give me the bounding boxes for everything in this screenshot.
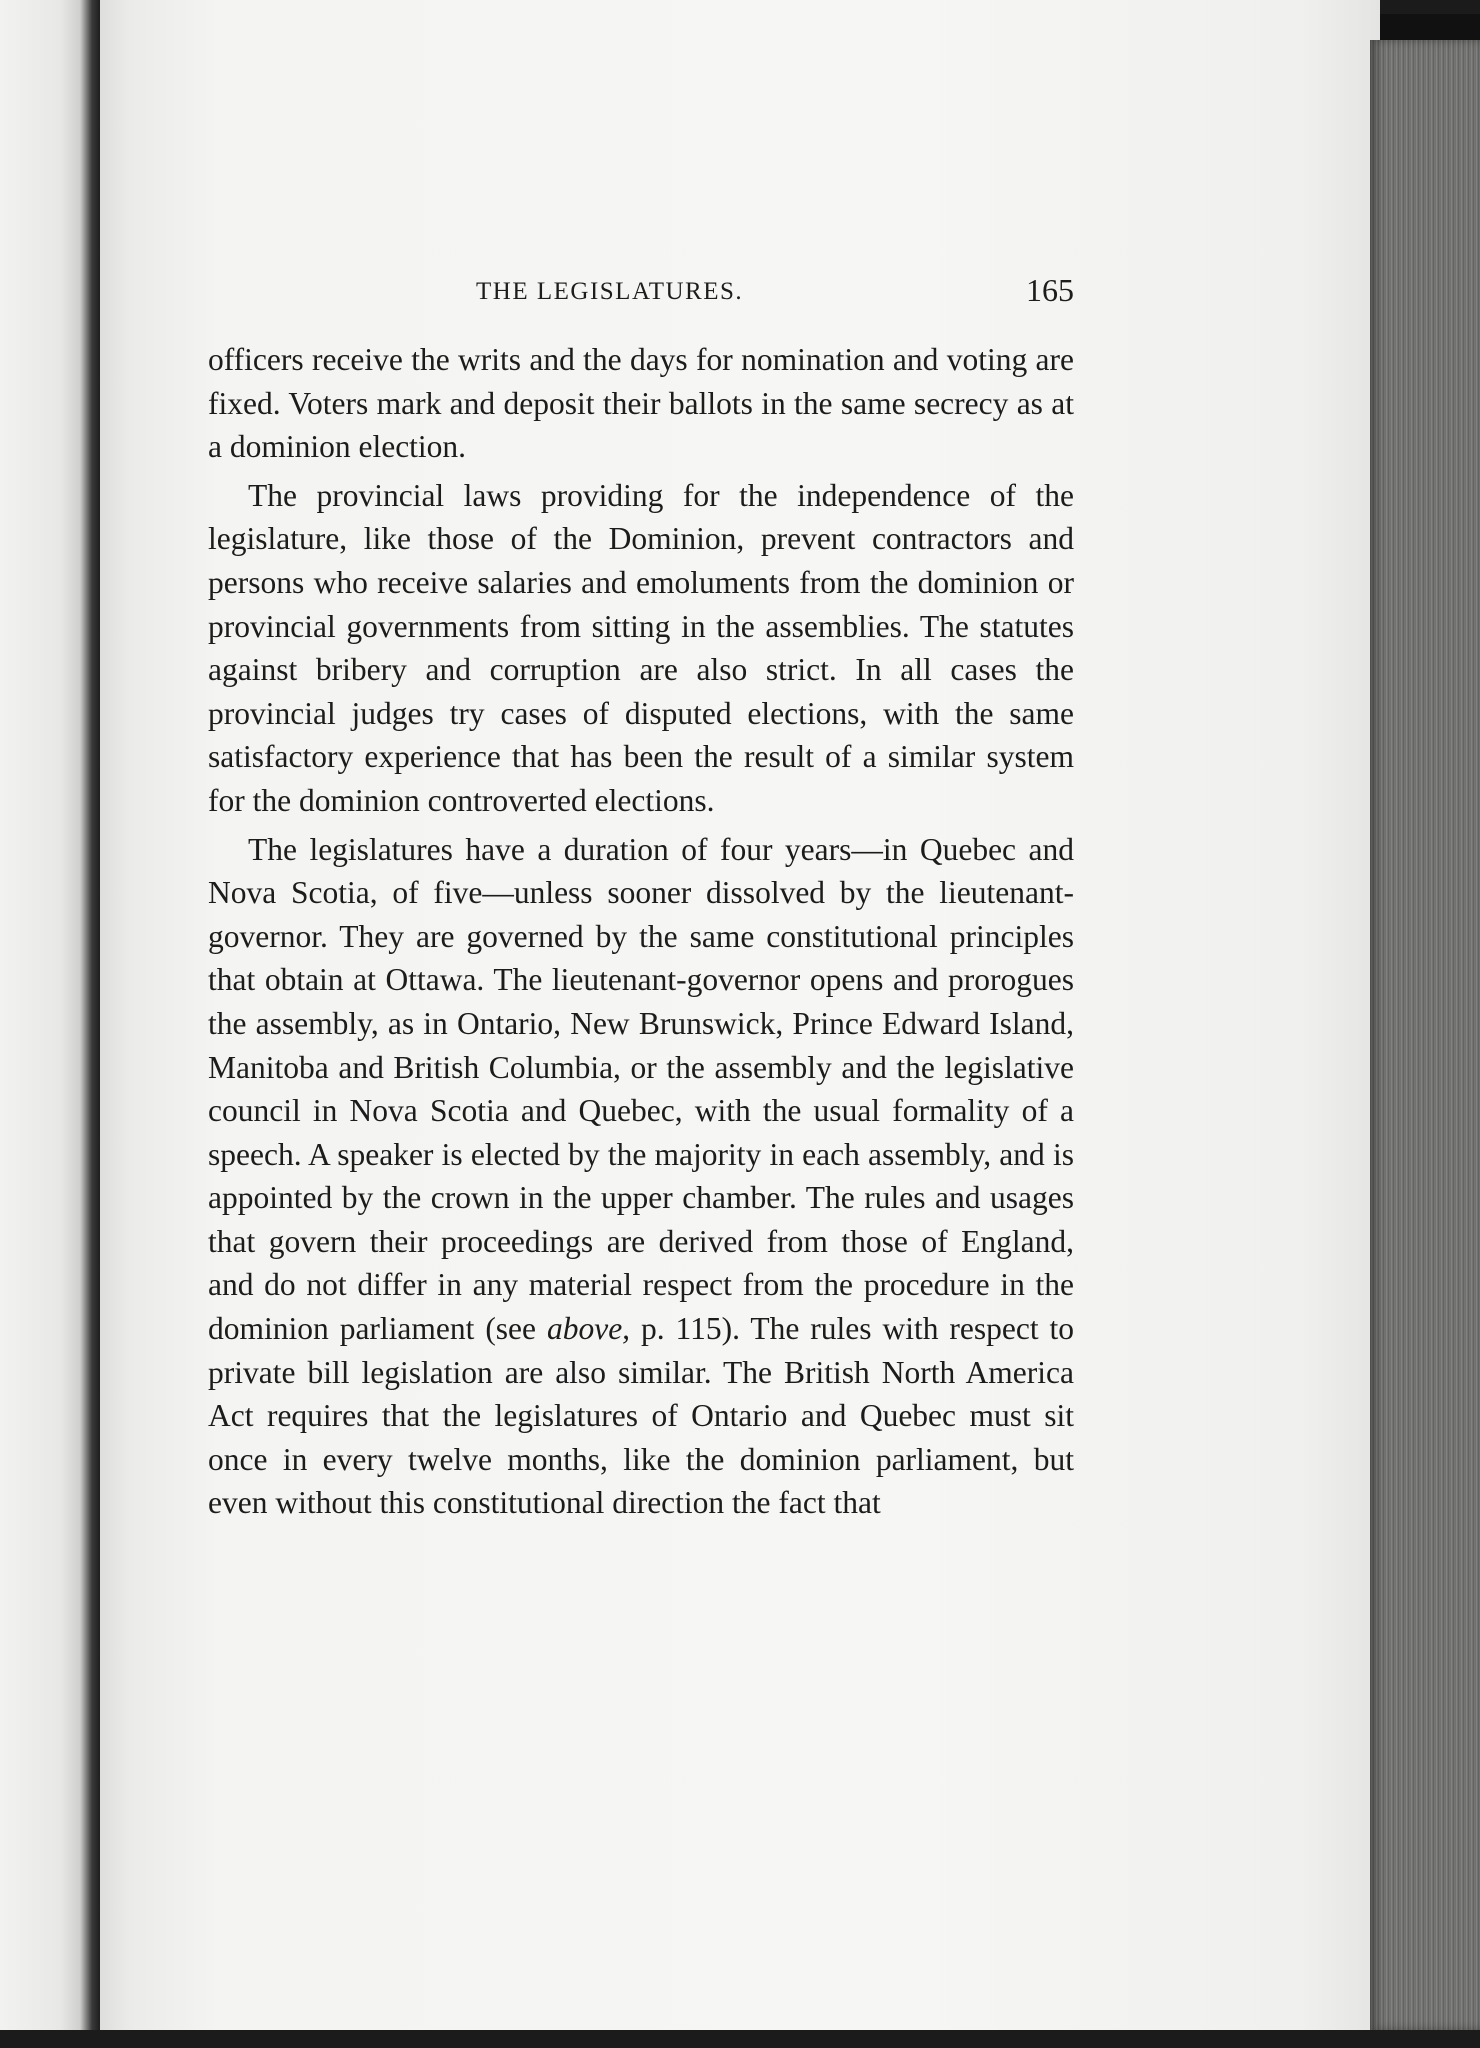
page-number: 165 <box>1026 272 1074 308</box>
page-stack-edge <box>1370 40 1480 2030</box>
paragraph-duration-text-a: The legislatures have a duration of four years—in Quebec and Nova Scotia, of five—unless sooner dissolved by the lieutenant-governor. They are governed by the same constitutional principles that obtain at Ottawa. The lieutenant-governor opens and prorogues the assembly, as in Ontario, New Brunswick, Prince Edward Island, Manitoba and British Columbia, or the assembly and the legislative council in Nova Scotia and Quebec, with the usual formality of a speech. A speaker is elected by the majority in each assembly, and is appointed by the crown in the upper chamber. The rules and usages that govern their proceedings are derived from those of England, and do not differ in any material respect from the procedure in the dominion parliament (see <box>208 831 1074 1347</box>
running-head <box>208 272 1074 322</box>
left-page-gutter <box>0 0 110 2048</box>
running-title: THE LEGISLATURES. <box>476 278 744 305</box>
paragraph-duration <box>208 828 1074 1526</box>
scan-bottom-border <box>0 2030 1480 2048</box>
paragraph-continued: officers receive the writs and the days for nomination and voting are fixed. Voters mark and deposit their ballots in the same secrecy as at a dominion election. <box>208 342 1074 465</box>
italic-reference: above, <box>546 1311 631 1347</box>
paragraph-duration-text-b: p. 115). The rules with respect to private bill legislation are also similar. The British North America Act requires that the legislatures of Ontario and Quebec must sit once in every twelve months, like the dominion parliament, but even without this constitutional direction the fact that <box>208 1311 1075 1521</box>
paragraph-independence: The provincial laws providing for the independence of the legislature, like those of the Dominion, prevent contractors and persons who receive salaries and emoluments from the dominion or provincial governments from sitting in the assemblies. The statutes against bribery and corruption are also strict. In all cases the provincial judges try cases of disputed elections, with the same satisfactory experience that has been the result of a similar system for the dominion controverted elections. <box>208 477 1074 818</box>
body-text <box>208 338 1074 1525</box>
